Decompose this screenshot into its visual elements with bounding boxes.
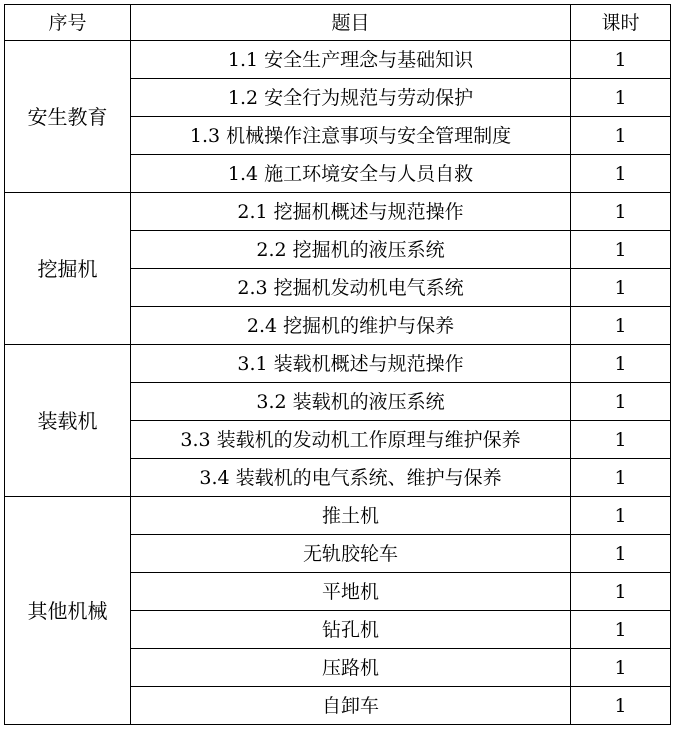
hours-cell: 1 bbox=[571, 307, 671, 345]
topic-cell: 推土机 bbox=[131, 497, 571, 535]
header-row bbox=[5, 5, 671, 41]
hours-cell: 1 bbox=[571, 421, 671, 459]
header-topic: 题目 bbox=[131, 5, 571, 41]
hours-cell: 1 bbox=[571, 611, 671, 649]
hours-cell: 1 bbox=[571, 459, 671, 497]
hours-cell: 1 bbox=[571, 155, 671, 193]
hours-cell: 1 bbox=[571, 193, 671, 231]
course-schedule-table bbox=[4, 4, 671, 725]
topic-cell: 3.4 装载机的电气系统、维护与保养 bbox=[131, 459, 571, 497]
hours-cell: 1 bbox=[571, 231, 671, 269]
topic-cell: 3.2 装载机的液压系统 bbox=[131, 383, 571, 421]
topic-cell: 平地机 bbox=[131, 573, 571, 611]
table-row bbox=[5, 41, 671, 79]
topic-cell: 1.3 机械操作注意事项与安全管理制度 bbox=[131, 117, 571, 155]
section-cell: 挖掘机 bbox=[5, 193, 131, 345]
table-body bbox=[5, 41, 671, 725]
topic-cell: 自卸车 bbox=[131, 687, 571, 725]
hours-cell: 1 bbox=[571, 573, 671, 611]
topic-cell: 2.2 挖掘机的液压系统 bbox=[131, 231, 571, 269]
topic-cell: 2.1 挖掘机概述与规范操作 bbox=[131, 193, 571, 231]
section-cell: 装载机 bbox=[5, 345, 131, 497]
hours-cell: 1 bbox=[571, 117, 671, 155]
section-cell: 安生教育 bbox=[5, 41, 131, 193]
topic-cell: 1.4 施工环境安全与人员自救 bbox=[131, 155, 571, 193]
section-cell: 其他机械 bbox=[5, 497, 131, 725]
header-hours: 课时 bbox=[571, 5, 671, 41]
hours-cell: 1 bbox=[571, 345, 671, 383]
header-section: 序号 bbox=[5, 5, 131, 41]
topic-cell: 3.1 装载机概述与规范操作 bbox=[131, 345, 571, 383]
table-row bbox=[5, 193, 671, 231]
topic-cell: 1.2 安全行为规范与劳动保护 bbox=[131, 79, 571, 117]
topic-cell: 钻孔机 bbox=[131, 611, 571, 649]
hours-cell: 1 bbox=[571, 79, 671, 117]
hours-cell: 1 bbox=[571, 687, 671, 725]
topic-cell: 压路机 bbox=[131, 649, 571, 687]
topic-cell: 1.1 安全生产理念与基础知识 bbox=[131, 41, 571, 79]
topic-cell: 2.3 挖掘机发动机电气系统 bbox=[131, 269, 571, 307]
table-row bbox=[5, 345, 671, 383]
topic-cell: 2.4 挖掘机的维护与保养 bbox=[131, 307, 571, 345]
hours-cell: 1 bbox=[571, 497, 671, 535]
table-row bbox=[5, 497, 671, 535]
table-header bbox=[5, 5, 671, 41]
topic-cell: 3.3 装载机的发动机工作原理与维护保养 bbox=[131, 421, 571, 459]
hours-cell: 1 bbox=[571, 41, 671, 79]
hours-cell: 1 bbox=[571, 649, 671, 687]
hours-cell: 1 bbox=[571, 383, 671, 421]
hours-cell: 1 bbox=[571, 535, 671, 573]
hours-cell: 1 bbox=[571, 269, 671, 307]
topic-cell: 无轨胶轮车 bbox=[131, 535, 571, 573]
